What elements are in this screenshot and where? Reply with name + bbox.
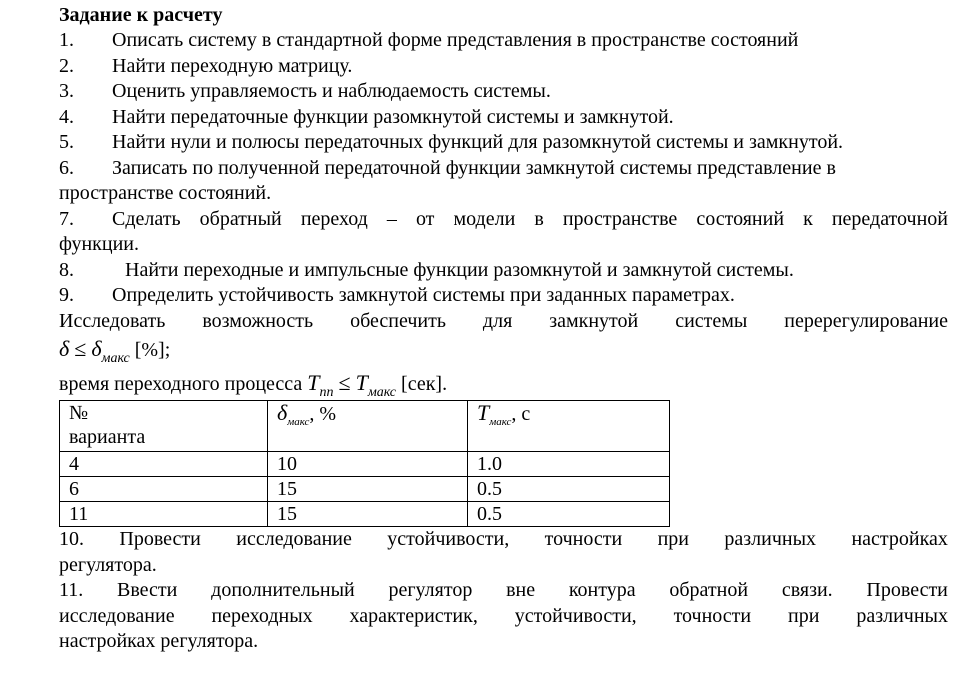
list-item-10 [59,527,948,553]
word: возможность [202,309,314,332]
header-unit: , с [511,403,531,425]
item-number: 11. [59,579,84,601]
header-cell-variant [60,401,268,452]
word: перерегулирование [784,309,948,332]
math-delta: δ [91,336,102,361]
word: в [534,207,544,230]
table-cell: 15 [268,502,468,527]
investigate-line [59,309,948,335]
item-number: 5. [59,131,74,153]
table-row [60,502,670,527]
item-text: Найти передаточные функции разомкнутой системы и замкнутой. [112,105,674,128]
overshoot-formula [59,334,948,368]
item-continuation: настройках регулятора. [59,630,259,652]
word: точности [544,528,623,550]
word: исследование [59,604,175,627]
item-number: 7. [59,207,74,230]
time-label: время переходного процесса [59,373,303,395]
word: пространстве [562,207,678,230]
math-subscript: макс [367,385,397,400]
table-cell: 0.5 [468,502,670,527]
word: системы [675,309,748,332]
word: дополнительный [211,579,355,601]
word: связи. [781,579,833,601]
word: от [415,207,435,230]
item-number: 9. [59,284,74,306]
word: различных [856,604,948,627]
list-item-6 [59,156,948,182]
item-number: 8. [59,258,74,281]
item-continuation: регулятора. [59,553,157,576]
word: обратный [199,207,282,230]
header-line: варианта [69,426,146,448]
word: Провести [866,579,948,601]
word: вне [506,579,536,601]
word: обратной [669,579,749,601]
unit-seconds: [сек]. [401,373,448,395]
item-text: Найти нули и полюсы передаточных функций для разомкнутой системы и замкнутой. [112,131,844,153]
word: устойчивости, [387,528,510,550]
item-text-justified [112,207,948,233]
list-item-8 [59,258,948,284]
item-text: Описать систему в стандартной форме представления в пространстве состояний [112,29,799,51]
list-item-11 [59,578,948,604]
word: переход [300,207,368,230]
unit-percent: [%]; [134,339,171,361]
document-page [59,3,948,655]
item-text: Оценить управляемость и наблюдаемость системы. [112,80,551,102]
header-unit: , % [309,403,337,425]
list-item-9 [59,283,948,309]
word: передаточной [831,207,948,230]
math-T: T [477,400,490,425]
table-cell: 10 [268,452,468,477]
word: Исследовать [59,309,166,332]
header-cell-time [468,401,670,452]
math-T: T [355,370,368,395]
header-cell-delta [268,401,468,452]
list-item-1 [59,28,948,54]
table-cell: 11 [60,502,268,527]
item-number: 3. [59,80,74,102]
variants-table [59,400,670,527]
table-header-row [60,401,670,452]
math-delta: δ [277,400,288,425]
item-text: Найти переходные и импульсные функции разомкнутой и замкнутой системы. [125,258,794,281]
table-row [60,452,670,477]
word: Сделать [112,207,181,230]
header-line: № [69,402,89,424]
word: – [386,207,397,230]
word: обеспечить [350,309,446,332]
word: устойчивости, [514,604,637,627]
item-number: 6. [59,156,74,179]
list-item-2 [59,54,948,80]
math-subscript: макс [287,416,310,428]
word: при [657,528,689,550]
item-number: 1. [59,29,74,51]
word: точности [673,604,752,627]
list-item-3 [59,79,948,105]
word: Провести [119,528,201,550]
table-row [60,477,670,502]
table-cell: 0.5 [468,477,670,502]
item-continuation: функции. [59,233,139,255]
item-text: Записать по полученной передаточной функции замкнутой системы представление в [112,156,836,179]
word: замкнутой [549,309,639,332]
section-heading: Задание к расчету [59,4,223,26]
table-cell: 1.0 [468,452,670,477]
math-delta: δ [59,336,70,361]
word: регулятор [388,579,473,601]
math-T: T [307,370,320,395]
item-continuation: пространстве состояний. [59,182,272,204]
table-cell: 15 [268,477,468,502]
math-le: ≤ [74,336,87,361]
word: контура [568,579,636,601]
word: к [803,207,813,230]
time-formula [59,368,948,398]
word: характеристик, [349,604,478,627]
table-cell: 4 [60,452,268,477]
word: модели [453,207,516,230]
table-cell: 6 [60,477,268,502]
word: состояний [696,207,785,230]
list-item-4 [59,105,948,131]
word: настройках [851,528,948,550]
item-text: Определить устойчивость замкнутой системы при заданных параметрах. [112,284,735,306]
item-text: Найти переходную матрицу. [112,54,353,77]
math-subscript: пп [319,385,334,400]
list-item-5 [59,130,948,156]
word: для [482,309,513,332]
word: различных [724,528,817,550]
item-number: 10. [59,528,84,550]
word: переходных [211,604,313,627]
item-11-line-2 [59,604,948,630]
word: Ввести [117,579,178,601]
math-le: ≤ [338,370,351,395]
word: при [788,604,820,627]
list-item-7 [59,207,948,233]
item-number: 2. [59,54,74,77]
word: исследование [236,528,352,550]
math-subscript: макс [101,351,130,366]
math-subscript: макс [489,416,512,428]
item-number: 4. [59,105,74,128]
